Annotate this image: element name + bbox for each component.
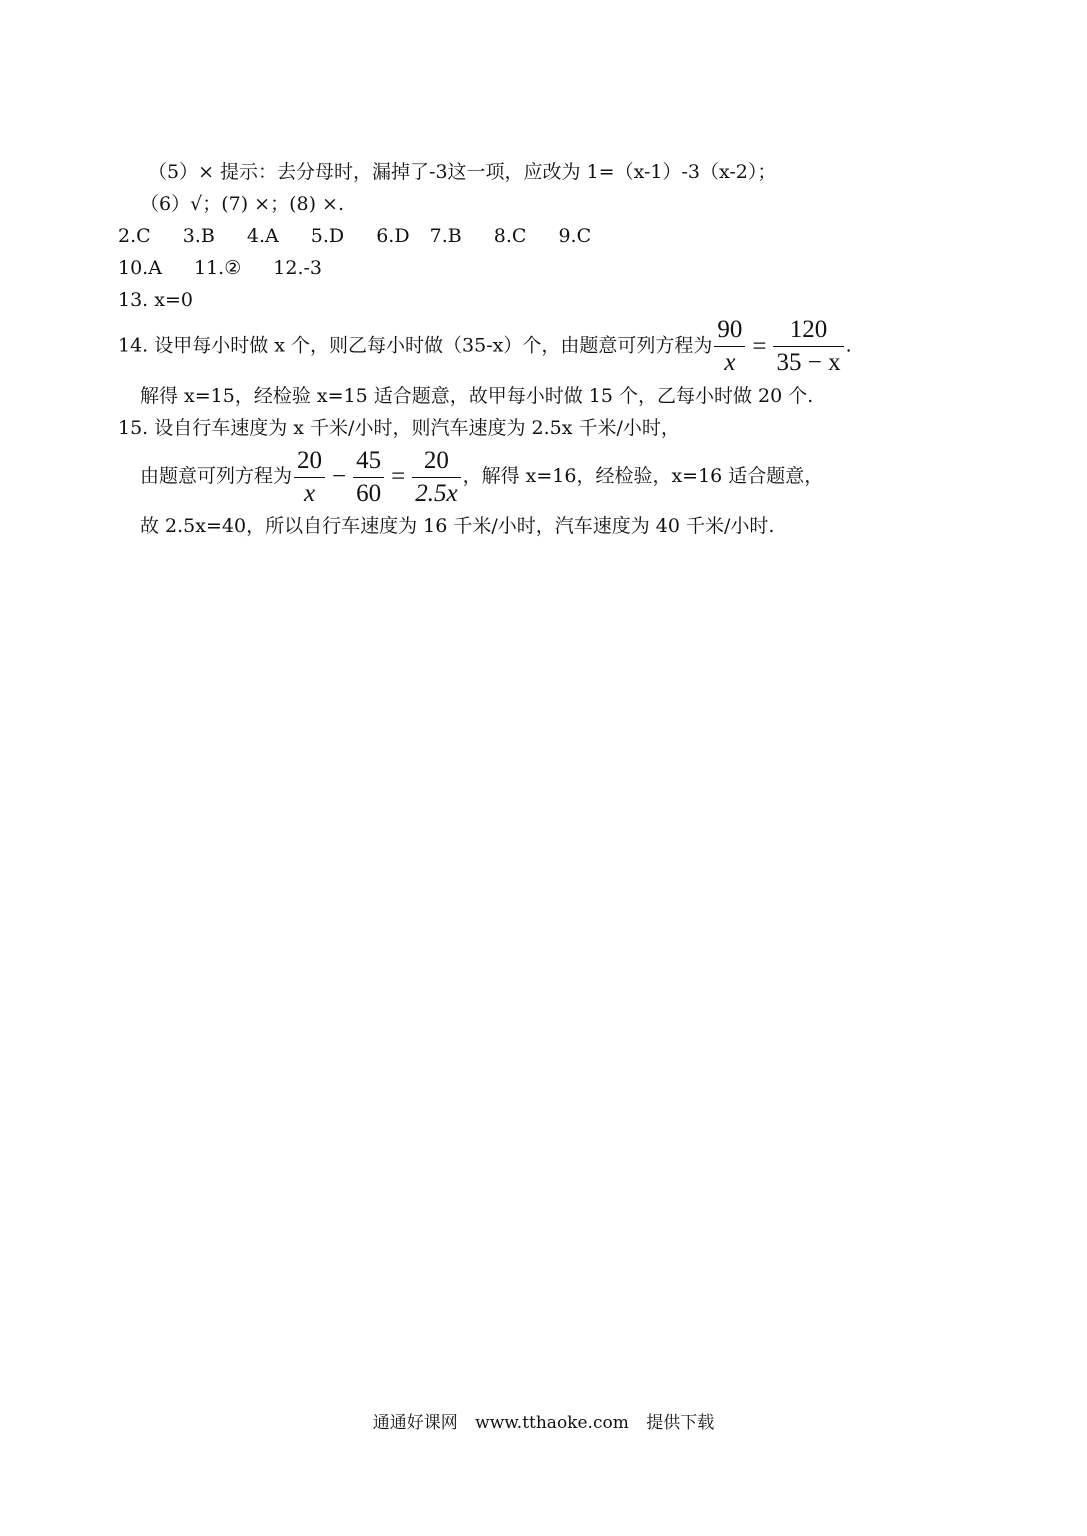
question-15-line-3: 故 2.5x=40，所以自行车速度为 16 千米/小时，汽车速度为 40 千米/小时.: [140, 515, 775, 537]
multiple-choice-answers: [118, 224, 591, 248]
equals-sign: =: [391, 463, 406, 490]
answer-7: 7.B: [429, 225, 462, 247]
answer-12: 12.-3: [273, 257, 323, 279]
q15-fraction-2: $\frac{45}{60}$: [353, 447, 384, 508]
answer-5: 5.D: [310, 225, 345, 247]
answer-line-5: （5）× 提示：去分母时，漏掉了-3这一项，应改为 1=（x-1）-3（x-2）；: [148, 161, 777, 183]
answer-8: 8.C: [493, 225, 527, 247]
answer-13: 13. x=0: [118, 289, 193, 311]
answer-11: 11.②: [193, 257, 242, 279]
q15-fraction-3: $\frac{20}{2.5x}$: [412, 447, 460, 508]
answer-10: 10.A: [118, 257, 162, 279]
period: .: [845, 334, 852, 357]
question-14-line-1: [118, 316, 852, 377]
equals-sign: =: [752, 332, 767, 360]
q15-prefix: 由题意可列方程为: [140, 465, 293, 487]
answer-6: 6.D: [376, 225, 410, 247]
question-15-line-2: [140, 446, 823, 508]
footer-note: 提供下载: [646, 1413, 715, 1433]
answer-4: 4.A: [246, 225, 279, 247]
answer-line-6: （6）√；(7) ×；(8) ×.: [140, 193, 344, 215]
question-14-line-2: 解得 x=15，经检验 x=15 适合题意，故甲每小时做 15 个，乙每小时做 20 个.: [140, 385, 814, 407]
answer-3: 3.B: [182, 225, 215, 247]
page-footer: [0, 1408, 1087, 1433]
question-15-line-1: 15. 设自行车速度为 x 千米/小时，则汽车速度为 2.5x 千米/小时，: [118, 417, 680, 439]
fill-in-answers: [118, 256, 322, 280]
q14-fraction-1: $\frac{90}{x}$: [714, 316, 745, 377]
footer-site-name: 通通好课网: [372, 1413, 458, 1433]
q15-fraction-1: $\frac{20}{x}$: [294, 447, 325, 508]
answer-9: 9.C: [558, 225, 592, 247]
q14-fraction-2: $\frac{120}{35 - x}$: [773, 316, 843, 377]
q15-suffix: ，解得 x=16，经检验，x=16 适合题意，: [462, 465, 824, 487]
minus-sign: −: [332, 463, 347, 490]
answer-2: 2.C: [118, 225, 151, 247]
footer-url: www.tthaoke.com: [475, 1413, 629, 1433]
q14-text: 14. 设甲每小时做 x 个，则乙每小时做（35-x）个，由题意可列方程为: [118, 334, 713, 357]
